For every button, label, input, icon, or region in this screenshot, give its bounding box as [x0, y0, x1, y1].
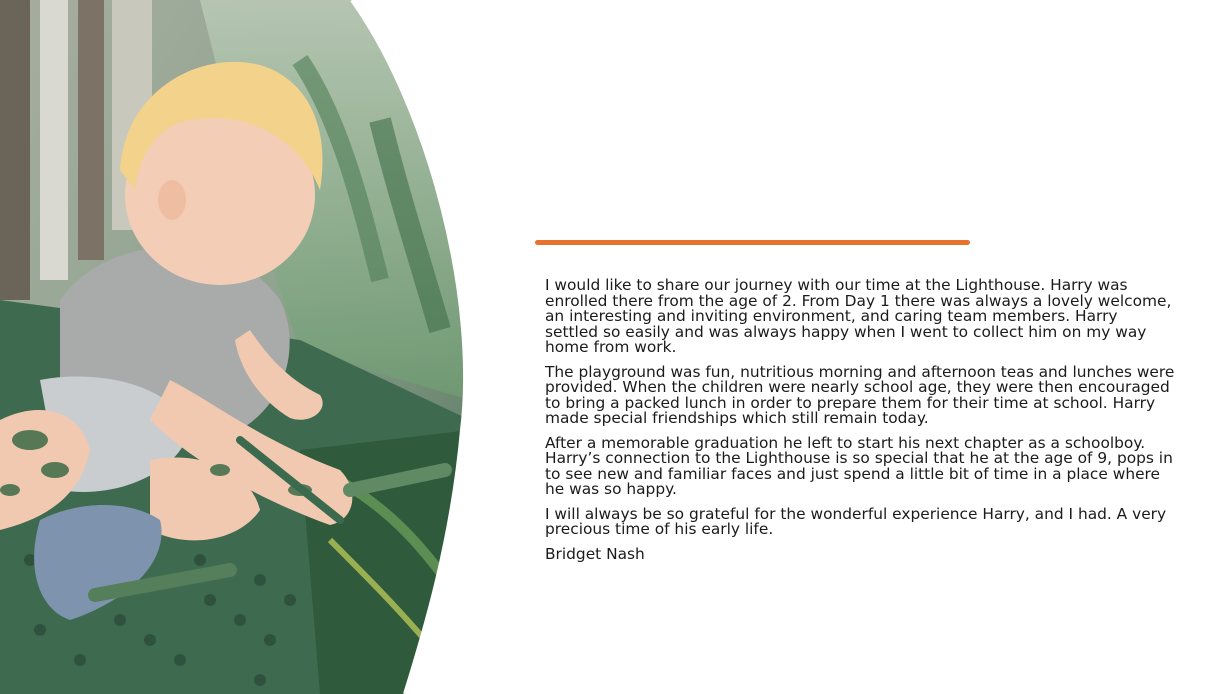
- testimonial-paragraph-2: The playground was fun, nutritious morning and afternoon teas and lunches were provided. When the children were nearly school age, they were then encouraged to bring a packed lunch in order to prepare them for their time at school. Harry made special friendships which still remain today.: [545, 362, 1175, 427]
- testimonial-text: [545, 278, 1175, 571]
- orange-divider-line: [535, 240, 970, 245]
- testimonial-paragraph-3: After a memorable graduation he left to start his next chapter as a schoolboy. Harry’s connection to the Lighthouse is so special that he at the age of 9, pops in to see new and familiar faces and just spend a little bit of time in a place where he was so happy.: [545, 433, 1173, 498]
- signature: Bridget Nash: [545, 544, 645, 563]
- testimonial-paragraph-1: I would like to share our journey with our time at the Lighthouse. Harry was enrolled there from the age of 2. From Day 1 there was always a lovely welcome, an interesting and inviting environment, and caring team members. Harry settled so easily and was always happy when I went to collect him on my way home from work.: [545, 276, 1172, 356]
- testimonial-paragraph-4: I will always be so grateful for the wonderful experience Harry, and I had. A very precious time of his early life.: [545, 504, 1167, 538]
